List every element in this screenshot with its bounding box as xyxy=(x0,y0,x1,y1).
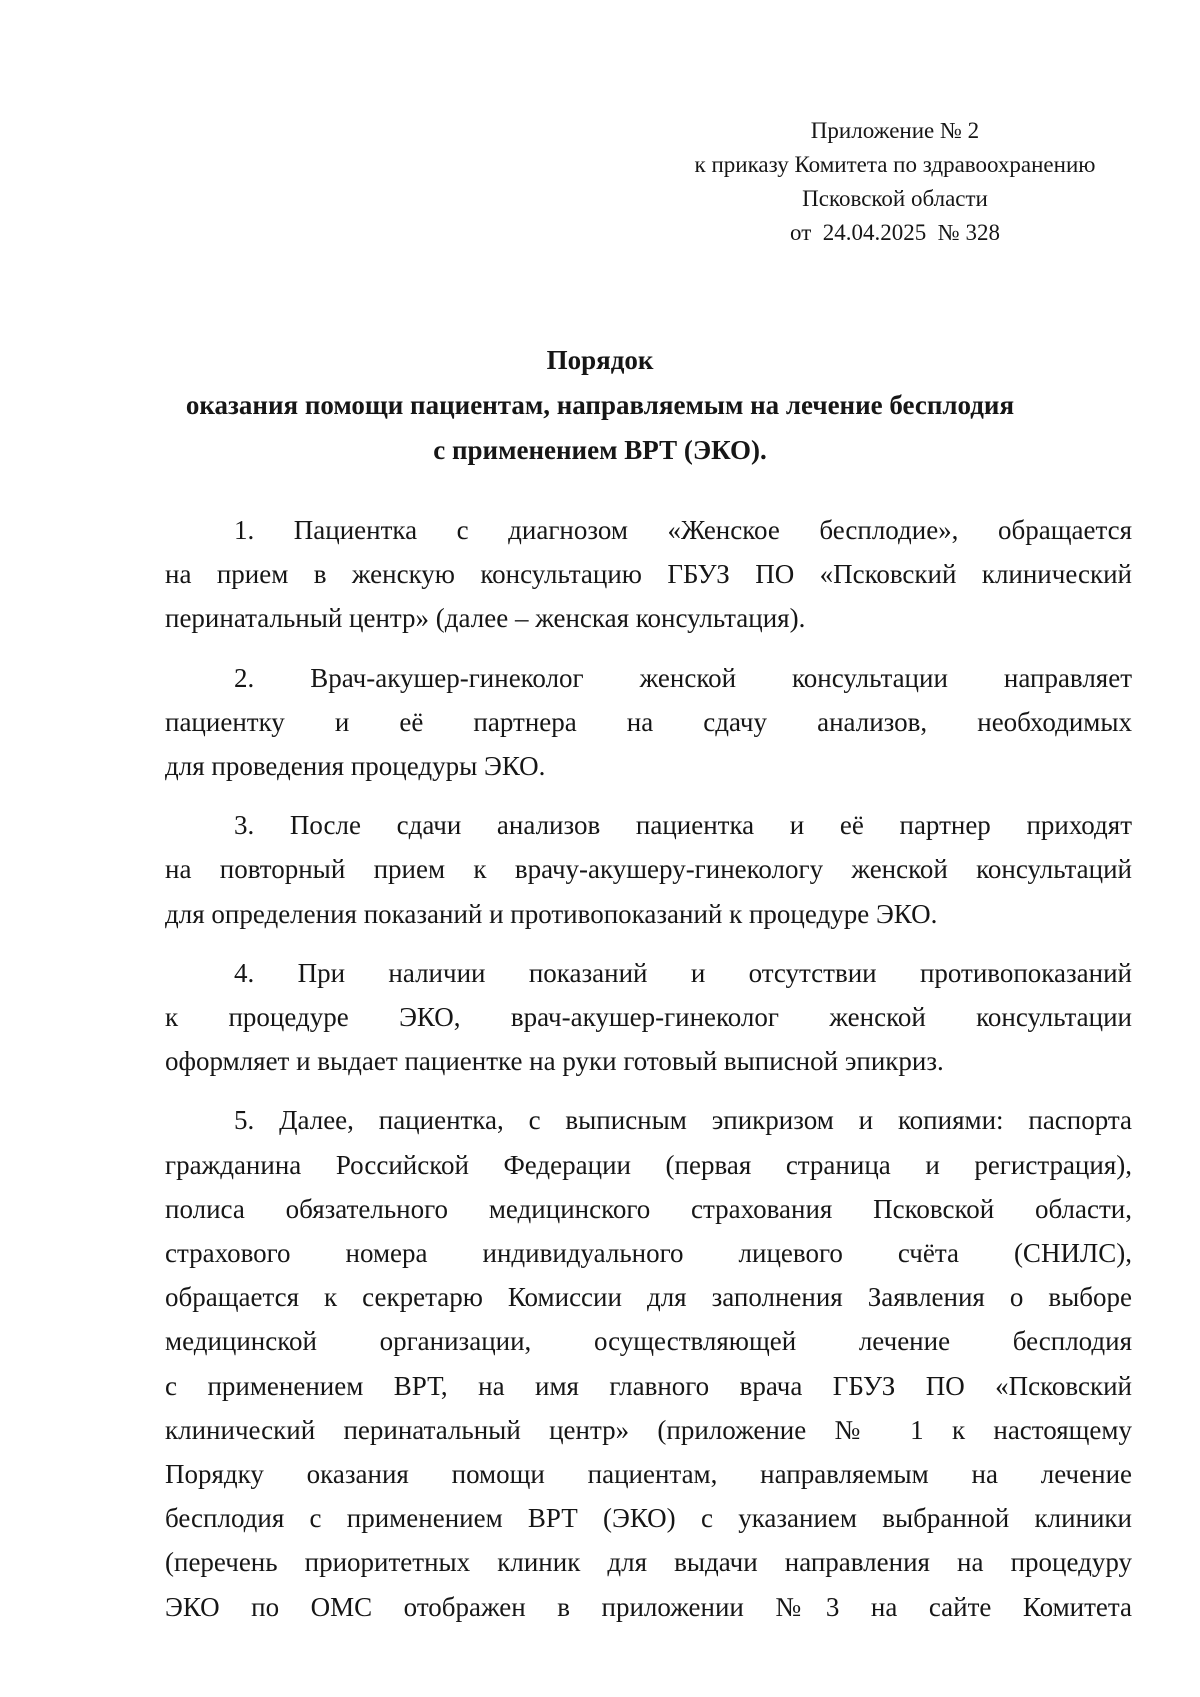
document-title xyxy=(0,338,1200,473)
title-line-3: с применением ВРТ (ЭКО). xyxy=(433,435,767,465)
paragraph-line: 1. Пациентка с диагнозом «Женское бесплодие», обращается xyxy=(234,515,1132,545)
paragraph-line: перинатальный центр» (далее – женская консультация). xyxy=(165,603,806,634)
order-reference: к приказу Комитета по здравоохранению xyxy=(694,152,1096,177)
paragraph-line: к процедуре ЭКО, врач-акушер-гинеколог женской консультации xyxy=(165,1002,1132,1033)
paragraph-line: пациентку и её партнера на сдачу анализов, необходимых xyxy=(165,706,1132,737)
region-name: Псковской области xyxy=(802,186,988,211)
paragraph-line: обращается к секретарю Комиссии для заполнения Заявления о выборе xyxy=(165,1282,1132,1313)
title-line-2: оказания помощи пациентам, направляемым на лечение бесплодия xyxy=(185,390,1015,420)
paragraph-line: гражданина Российской Федерации (первая страница и регистрация), xyxy=(165,1149,1132,1180)
paragraph-line: клинический перинатальный центр» (приложение № 1 к настоящему xyxy=(165,1414,1132,1445)
title-line-1: Порядок xyxy=(546,345,654,375)
paragraph-line: 2. Врач-акушер-гинеколог женской консультации направляет xyxy=(234,662,1132,693)
paragraph-line: для определения показаний и противопоказаний к процедуре ЭКО. xyxy=(165,898,938,929)
paragraph-line: оформляет и выдает пациентке на руки готовый выписной эпикриз. xyxy=(165,1046,944,1077)
paragraph-1 xyxy=(165,508,1132,641)
paragraph-4 xyxy=(165,951,1132,1084)
paragraph-line: 5. Далее, пациентка, с выписным эпикризом и копиями: паспорта xyxy=(234,1105,1132,1136)
paragraph-line: медицинской организации, осуществляющей лечение бесплодия xyxy=(165,1326,1132,1357)
paragraph-line: полиса обязательного медицинского страхования Псковской области, xyxy=(165,1193,1132,1224)
paragraph-line: (перечень приоритетных клиник для выдачи направления на процедуру xyxy=(165,1547,1132,1578)
paragraph-line: на прием в женскую консультацию ГБУЗ ПО «Псковский клинический xyxy=(165,559,1132,590)
paragraph-line: для проведения процедуры ЭКО. xyxy=(165,751,546,782)
paragraph-line: с применением ВРТ, на имя главного врача ГБУЗ ПО «Псковский xyxy=(165,1370,1132,1401)
paragraph-line: страхового номера индивидуального лицевого счёта (СНИЛС), xyxy=(165,1238,1132,1269)
paragraph-line: 4. При наличии показаний и отсутствии противопоказаний xyxy=(234,957,1132,988)
paragraph-line: бесплодия с применением ВРТ (ЭКО) с указанием выбранной клиники xyxy=(165,1503,1132,1534)
paragraph-line: 3. После сдачи анализов пациентка и её партнер приходят xyxy=(234,810,1132,841)
paragraph-line: ЭКО по ОМС отображен в приложении №3 на сайте Комитета xyxy=(165,1591,1132,1622)
paragraph-line: Порядку оказания помощи пациентам, направляемым на лечение xyxy=(165,1459,1132,1490)
paragraph-3 xyxy=(165,803,1132,936)
paragraph-line: на повторный прием к врачу-акушеру-гинекологу женской консультаций xyxy=(165,854,1132,885)
document-body xyxy=(165,508,1132,1629)
appendix-number: Приложение № 2 xyxy=(810,118,980,143)
paragraph-2 xyxy=(165,656,1132,789)
paragraph-5 xyxy=(165,1098,1132,1628)
appendix-header xyxy=(600,114,1190,250)
order-date-number: от 24.04.2025 № 328 xyxy=(790,220,1000,245)
